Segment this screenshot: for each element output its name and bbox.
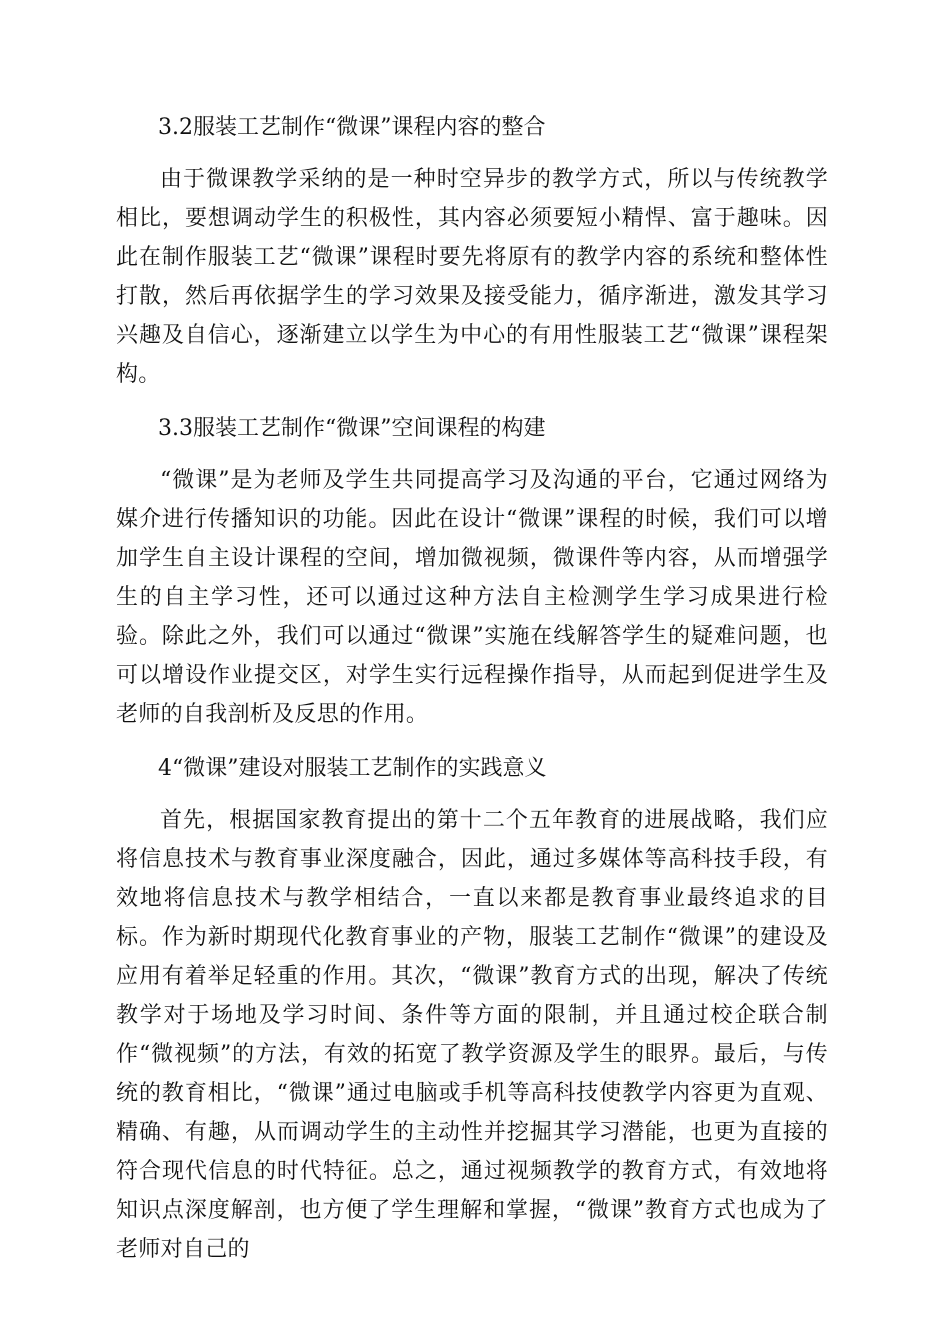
- section-heading-3-2: 3.2服装工艺制作“微课”课程内容的整合: [158, 115, 546, 140]
- section-paragraph-4: 首先，根据国家教育提出的第十二个五年教育的进展战略，我们应将信息技术与教育事业深度融合，因此，通过多媒体等高科技手段，有效地将信息技术与教学相结合，一直以来都是教育事业最终追求的目标。作为新时期现代化教育事业的产物，服装工艺制作“微课”的建设及应用有着举足轻重的作用。其次，“微课”教育方式的出现，解决了传统教学对于场地及学习时间、条件等方面的限制，并且通过校企联合制作“微视频”的方法，有效的拓宽了教学资源及学生的眼界。最后，与传统的教育相比，“微课”通过电脑或手机等高科技使教学内容更为直观、精确、有趣，从而调动学生的主动性并挖掘其学习潜能，也更为直接的符合现代信息的时代特征。总之，通过视频教学的教育方式，有效地将知识点深度解剖，也方便了学生理解和掌握，“微课”教育方式也成为了老师对自己的: [116, 808, 828, 1262]
- section-heading-4: 4“微课”建设对服装工艺制作的实践意义: [158, 756, 547, 781]
- section-heading-3-3: 3.3服装工艺制作“微课”空间课程的构建: [158, 416, 546, 441]
- section-paragraph-3-3: “微课”是为老师及学生共同提高学习及沟通的平台，它通过网络为媒介进行传播知识的功能。因此在设计“微课”课程的时候，我们可以增加学生自主设计课程的空间，增加微视频，微课件等内容，从而增强学生的自主学习性，还可以通过这种方法自主检测学生学习成果进行检验。除此之外，我们可以通过“微课”实施在线解答学生的疑难问题，也可以增设作业提交区，对学生实行远程操作指导，从而起到促进学生及老师的自我剖析及反思的作用。: [116, 468, 828, 727]
- section-paragraph-3-2: 由于微课教学采纳的是一种时空异步的教学方式，所以与传统教学相比，要想调动学生的积极性，其内容必须要短小精悍、富于趣味。因此在制作服装工艺“微课”课程时要先将原有的教学内容的系统和整体性打散，然后再依据学生的学习效果及接受能力，循序渐进，激发其学习兴趣及自信心，逐渐建立以学生为中心的有用性服装工艺“微课”课程架构。: [116, 167, 828, 387]
